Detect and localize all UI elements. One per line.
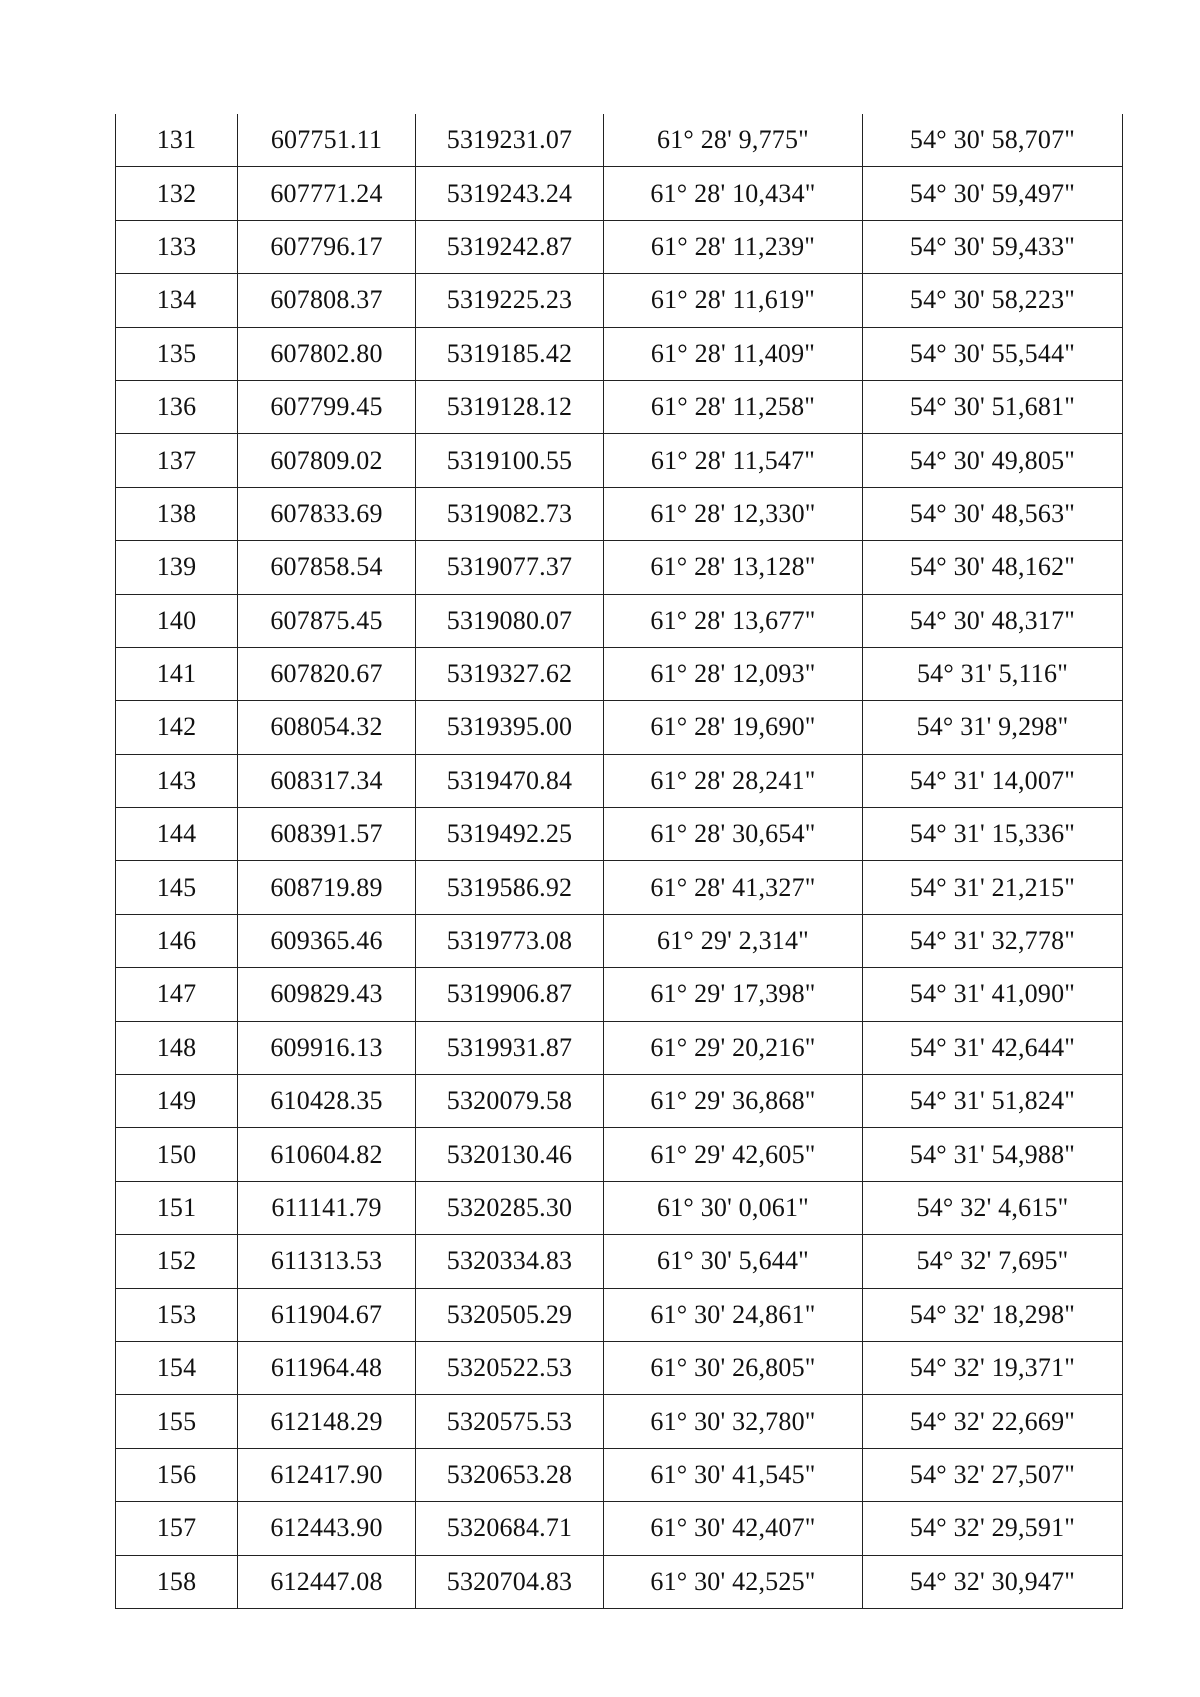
latitude-cell: 54° 31' 41,090" xyxy=(863,968,1123,1021)
y-coordinate-cell: 5319586.92 xyxy=(416,861,604,914)
x-coordinate-cell: 612447.08 xyxy=(238,1555,416,1608)
point-number-cell: 151 xyxy=(116,1181,238,1234)
point-number-cell: 143 xyxy=(116,754,238,807)
point-number-cell: 158 xyxy=(116,1555,238,1608)
table-row xyxy=(116,1395,1123,1448)
x-coordinate-cell: 608391.57 xyxy=(238,808,416,861)
x-coordinate-cell: 611141.79 xyxy=(238,1181,416,1234)
x-coordinate-cell: 607809.02 xyxy=(238,434,416,487)
table-row xyxy=(116,274,1123,327)
latitude-cell: 54° 30' 48,563" xyxy=(863,487,1123,540)
x-coordinate-cell: 611964.48 xyxy=(238,1341,416,1394)
y-coordinate-cell: 5319327.62 xyxy=(416,647,604,700)
x-coordinate-cell: 608054.32 xyxy=(238,701,416,754)
y-coordinate-cell: 5320505.29 xyxy=(416,1288,604,1341)
point-number-cell: 154 xyxy=(116,1341,238,1394)
x-coordinate-cell: 607808.37 xyxy=(238,274,416,327)
table-row xyxy=(116,808,1123,861)
table-row xyxy=(116,1288,1123,1341)
point-number-cell: 157 xyxy=(116,1502,238,1555)
table-row xyxy=(116,487,1123,540)
x-coordinate-cell: 612443.90 xyxy=(238,1502,416,1555)
point-number-cell: 133 xyxy=(116,220,238,273)
point-number-cell: 136 xyxy=(116,380,238,433)
y-coordinate-cell: 5320575.53 xyxy=(416,1395,604,1448)
y-coordinate-cell: 5319395.00 xyxy=(416,701,604,754)
longitude-cell: 61° 30' 26,805" xyxy=(604,1341,863,1394)
longitude-cell: 61° 29' 20,216" xyxy=(604,1021,863,1074)
y-coordinate-cell: 5319492.25 xyxy=(416,808,604,861)
x-coordinate-cell: 612417.90 xyxy=(238,1448,416,1501)
y-coordinate-cell: 5319773.08 xyxy=(416,914,604,967)
point-number-cell: 153 xyxy=(116,1288,238,1341)
table-row xyxy=(116,1075,1123,1128)
table-row xyxy=(116,220,1123,273)
longitude-cell: 61° 28' 11,619" xyxy=(604,274,863,327)
y-coordinate-cell: 5319185.42 xyxy=(416,327,604,380)
x-coordinate-cell: 609916.13 xyxy=(238,1021,416,1074)
point-number-cell: 131 xyxy=(116,114,238,167)
latitude-cell: 54° 31' 42,644" xyxy=(863,1021,1123,1074)
y-coordinate-cell: 5320334.83 xyxy=(416,1235,604,1288)
point-number-cell: 156 xyxy=(116,1448,238,1501)
y-coordinate-cell: 5319242.87 xyxy=(416,220,604,273)
point-number-cell: 139 xyxy=(116,541,238,594)
longitude-cell: 61° 28' 13,677" xyxy=(604,594,863,647)
point-number-cell: 155 xyxy=(116,1395,238,1448)
point-number-cell: 135 xyxy=(116,327,238,380)
x-coordinate-cell: 607796.17 xyxy=(238,220,416,273)
y-coordinate-cell: 5320653.28 xyxy=(416,1448,604,1501)
longitude-cell: 61° 30' 0,061" xyxy=(604,1181,863,1234)
latitude-cell: 54° 32' 27,507" xyxy=(863,1448,1123,1501)
longitude-cell: 61° 29' 36,868" xyxy=(604,1075,863,1128)
y-coordinate-cell: 5319243.24 xyxy=(416,167,604,220)
point-number-cell: 140 xyxy=(116,594,238,647)
table-row xyxy=(116,861,1123,914)
y-coordinate-cell: 5320079.58 xyxy=(416,1075,604,1128)
longitude-cell: 61° 29' 2,314" xyxy=(604,914,863,967)
latitude-cell: 54° 30' 59,497" xyxy=(863,167,1123,220)
longitude-cell: 61° 28' 30,654" xyxy=(604,808,863,861)
latitude-cell: 54° 31' 51,824" xyxy=(863,1075,1123,1128)
point-number-cell: 132 xyxy=(116,167,238,220)
table-row xyxy=(116,754,1123,807)
y-coordinate-cell: 5320130.46 xyxy=(416,1128,604,1181)
latitude-cell: 54° 31' 21,215" xyxy=(863,861,1123,914)
table-row xyxy=(116,327,1123,380)
table-row xyxy=(116,434,1123,487)
y-coordinate-cell: 5319931.87 xyxy=(416,1021,604,1074)
point-number-cell: 152 xyxy=(116,1235,238,1288)
longitude-cell: 61° 28' 19,690" xyxy=(604,701,863,754)
latitude-cell: 54° 30' 49,805" xyxy=(863,434,1123,487)
latitude-cell: 54° 32' 30,947" xyxy=(863,1555,1123,1608)
point-number-cell: 145 xyxy=(116,861,238,914)
longitude-cell: 61° 28' 11,409" xyxy=(604,327,863,380)
table-row xyxy=(116,114,1123,167)
x-coordinate-cell: 608719.89 xyxy=(238,861,416,914)
x-coordinate-cell: 609829.43 xyxy=(238,968,416,1021)
table-row xyxy=(116,1502,1123,1555)
table-row xyxy=(116,380,1123,433)
table-row xyxy=(116,1021,1123,1074)
x-coordinate-cell: 607771.24 xyxy=(238,167,416,220)
y-coordinate-cell: 5319906.87 xyxy=(416,968,604,1021)
latitude-cell: 54° 30' 51,681" xyxy=(863,380,1123,433)
y-coordinate-cell: 5319077.37 xyxy=(416,541,604,594)
table-row xyxy=(116,1555,1123,1608)
longitude-cell: 61° 30' 41,545" xyxy=(604,1448,863,1501)
longitude-cell: 61° 28' 11,258" xyxy=(604,380,863,433)
x-coordinate-cell: 608317.34 xyxy=(238,754,416,807)
latitude-cell: 54° 30' 59,433" xyxy=(863,220,1123,273)
coordinates-table-body xyxy=(116,114,1123,1608)
point-number-cell: 146 xyxy=(116,914,238,967)
point-number-cell: 134 xyxy=(116,274,238,327)
x-coordinate-cell: 607820.67 xyxy=(238,647,416,700)
y-coordinate-cell: 5319231.07 xyxy=(416,114,604,167)
latitude-cell: 54° 32' 7,695" xyxy=(863,1235,1123,1288)
latitude-cell: 54° 30' 55,544" xyxy=(863,327,1123,380)
x-coordinate-cell: 610604.82 xyxy=(238,1128,416,1181)
y-coordinate-cell: 5320684.71 xyxy=(416,1502,604,1555)
point-number-cell: 142 xyxy=(116,701,238,754)
x-coordinate-cell: 611313.53 xyxy=(238,1235,416,1288)
longitude-cell: 61° 30' 42,525" xyxy=(604,1555,863,1608)
table-row xyxy=(116,594,1123,647)
table-row xyxy=(116,1181,1123,1234)
longitude-cell: 61° 28' 10,434" xyxy=(604,167,863,220)
latitude-cell: 54° 32' 19,371" xyxy=(863,1341,1123,1394)
latitude-cell: 54° 32' 29,591" xyxy=(863,1502,1123,1555)
point-number-cell: 137 xyxy=(116,434,238,487)
longitude-cell: 61° 28' 9,775" xyxy=(604,114,863,167)
y-coordinate-cell: 5319080.07 xyxy=(416,594,604,647)
table-row xyxy=(116,914,1123,967)
table-row xyxy=(116,167,1123,220)
longitude-cell: 61° 28' 41,327" xyxy=(604,861,863,914)
table-row xyxy=(116,1128,1123,1181)
latitude-cell: 54° 32' 4,615" xyxy=(863,1181,1123,1234)
latitude-cell: 54° 31' 54,988" xyxy=(863,1128,1123,1181)
longitude-cell: 61° 30' 5,644" xyxy=(604,1235,863,1288)
longitude-cell: 61° 30' 24,861" xyxy=(604,1288,863,1341)
latitude-cell: 54° 31' 5,116" xyxy=(863,647,1123,700)
longitude-cell: 61° 30' 32,780" xyxy=(604,1395,863,1448)
x-coordinate-cell: 607751.11 xyxy=(238,114,416,167)
x-coordinate-cell: 610428.35 xyxy=(238,1075,416,1128)
x-coordinate-cell: 607875.45 xyxy=(238,594,416,647)
longitude-cell: 61° 29' 42,605" xyxy=(604,1128,863,1181)
y-coordinate-cell: 5319470.84 xyxy=(416,754,604,807)
x-coordinate-cell: 609365.46 xyxy=(238,914,416,967)
latitude-cell: 54° 30' 48,162" xyxy=(863,541,1123,594)
latitude-cell: 54° 31' 14,007" xyxy=(863,754,1123,807)
longitude-cell: 61° 28' 28,241" xyxy=(604,754,863,807)
y-coordinate-cell: 5319082.73 xyxy=(416,487,604,540)
point-number-cell: 150 xyxy=(116,1128,238,1181)
y-coordinate-cell: 5320522.53 xyxy=(416,1341,604,1394)
latitude-cell: 54° 32' 22,669" xyxy=(863,1395,1123,1448)
longitude-cell: 61° 28' 11,239" xyxy=(604,220,863,273)
table-row xyxy=(116,1448,1123,1501)
coordinates-table xyxy=(115,114,1123,1609)
latitude-cell: 54° 32' 18,298" xyxy=(863,1288,1123,1341)
y-coordinate-cell: 5319128.12 xyxy=(416,380,604,433)
point-number-cell: 148 xyxy=(116,1021,238,1074)
x-coordinate-cell: 607833.69 xyxy=(238,487,416,540)
x-coordinate-cell: 612148.29 xyxy=(238,1395,416,1448)
latitude-cell: 54° 31' 32,778" xyxy=(863,914,1123,967)
y-coordinate-cell: 5319225.23 xyxy=(416,274,604,327)
point-number-cell: 147 xyxy=(116,968,238,1021)
y-coordinate-cell: 5319100.55 xyxy=(416,434,604,487)
longitude-cell: 61° 30' 42,407" xyxy=(604,1502,863,1555)
point-number-cell: 144 xyxy=(116,808,238,861)
x-coordinate-cell: 607802.80 xyxy=(238,327,416,380)
table-row xyxy=(116,541,1123,594)
latitude-cell: 54° 30' 58,223" xyxy=(863,274,1123,327)
point-number-cell: 141 xyxy=(116,647,238,700)
table-row xyxy=(116,647,1123,700)
x-coordinate-cell: 607799.45 xyxy=(238,380,416,433)
x-coordinate-cell: 611904.67 xyxy=(238,1288,416,1341)
table-row xyxy=(116,1235,1123,1288)
point-number-cell: 149 xyxy=(116,1075,238,1128)
latitude-cell: 54° 31' 9,298" xyxy=(863,701,1123,754)
longitude-cell: 61° 29' 17,398" xyxy=(604,968,863,1021)
longitude-cell: 61° 28' 12,093" xyxy=(604,647,863,700)
longitude-cell: 61° 28' 12,330" xyxy=(604,487,863,540)
latitude-cell: 54° 31' 15,336" xyxy=(863,808,1123,861)
longitude-cell: 61° 28' 13,128" xyxy=(604,541,863,594)
x-coordinate-cell: 607858.54 xyxy=(238,541,416,594)
longitude-cell: 61° 28' 11,547" xyxy=(604,434,863,487)
table-row xyxy=(116,701,1123,754)
table-row xyxy=(116,1341,1123,1394)
y-coordinate-cell: 5320285.30 xyxy=(416,1181,604,1234)
latitude-cell: 54° 30' 48,317" xyxy=(863,594,1123,647)
y-coordinate-cell: 5320704.83 xyxy=(416,1555,604,1608)
table-row xyxy=(116,968,1123,1021)
point-number-cell: 138 xyxy=(116,487,238,540)
latitude-cell: 54° 30' 58,707" xyxy=(863,114,1123,167)
